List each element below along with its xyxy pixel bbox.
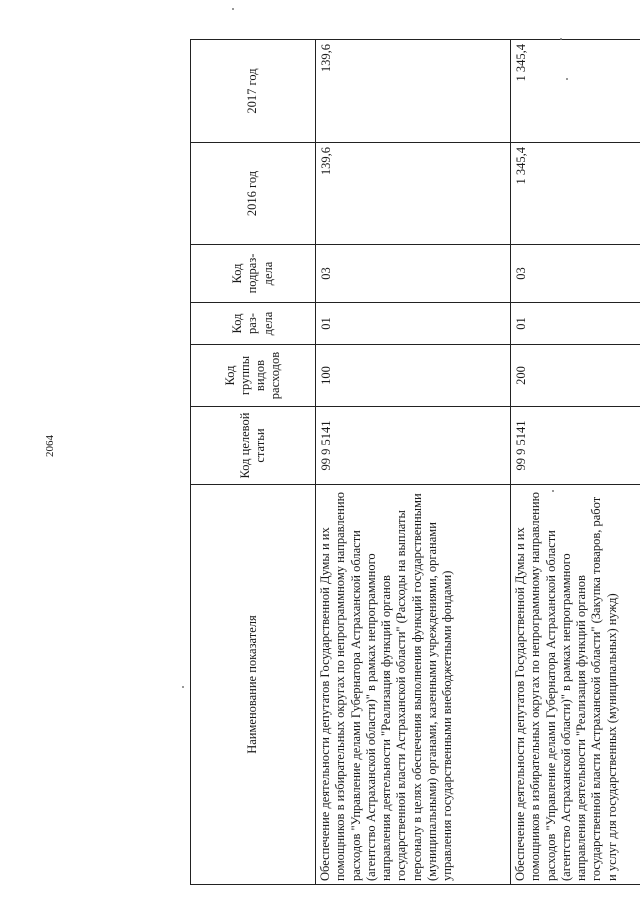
budget-table-container xyxy=(190,40,619,885)
table-row xyxy=(316,40,511,885)
table-row xyxy=(511,40,640,885)
row-subsection-code: 03 xyxy=(511,245,640,303)
row-value-2016: 1 345,4 xyxy=(511,143,640,245)
header-subsection-code: Код подраз-дела xyxy=(191,245,316,303)
page-number: 2064 xyxy=(44,435,56,457)
budget-table xyxy=(190,39,640,885)
row-expense-group-code: 200 xyxy=(511,345,640,407)
row-target-code: 99 9 5141 xyxy=(511,407,640,485)
header-2017: 2017 год xyxy=(191,40,316,143)
row-section-code: 01 xyxy=(316,303,511,345)
row-subsection-code: 03 xyxy=(316,245,511,303)
header-target-code: Код целевой статьи xyxy=(191,407,316,485)
row-value-2016: 139,6 xyxy=(316,143,511,245)
header-name: Наименование показателя xyxy=(191,485,316,885)
row-expense-group-code: 100 xyxy=(316,345,511,407)
header-expense-group-code: Код группы видов расходов xyxy=(191,345,316,407)
row-target-code: 99 9 5141 xyxy=(316,407,511,485)
row-name: Обеспечение деятельности депутатов Государственной Думы и их помощников в избирательных округах по непрограммному направлению расходов "Управление делами Губернатора Астраханской области (агентство Астраханской области)" в рамках непрограммного направления деятельности "Реализация функций органов государственной власти Астраханской области" (Закупка товаров, работ и услуг для государственных (муниципальных) нужд) xyxy=(511,485,640,885)
header-row xyxy=(191,40,316,885)
row-value-2017: 1 345,4 xyxy=(511,40,640,143)
header-section-code: Код раз-дела xyxy=(191,303,316,345)
row-name: Обеспечение деятельности депутатов Государственной Думы и их помощников в избирательных округах по непрограммному направлению расходов "Управление делами Губернатора Астраханской области (агентство Астраханской области)" в рамках непрограммного направления деятельности "Реализация функций органов государственной власти Астраханской области" (Расходы на выплаты персоналу в целях обеспечения выполнения функций государственными (муниципальными) органами, казенными учреждениями, органами управления государственными внебюджетными фондами) xyxy=(316,485,511,885)
row-section-code: 01 xyxy=(511,303,640,345)
header-2016: 2016 год xyxy=(191,143,316,245)
row-value-2017: 139,6 xyxy=(316,40,511,143)
